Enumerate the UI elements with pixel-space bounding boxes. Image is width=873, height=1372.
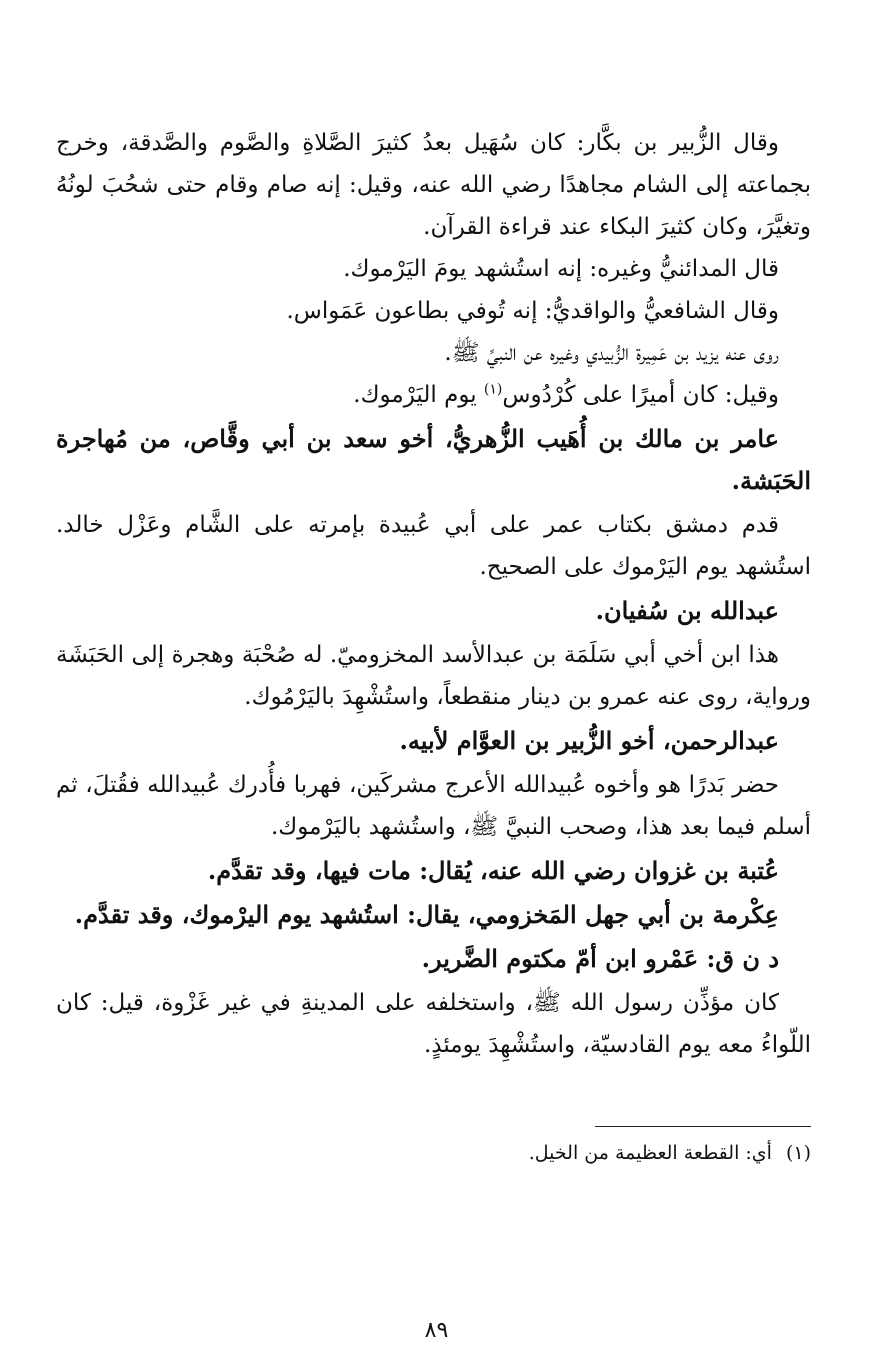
paragraph: حضر بَدرًا هو وأخوه عُبيدالله الأعرج مشركَين، فهربا فأُدرك عُبيدالله فقُتلَ، ثم أسلم فيما بعد هذا، وصحب النبيَّ ﷺ، واستُشهد باليَرْموك. bbox=[56, 772, 811, 840]
footnote bbox=[56, 1138, 811, 1168]
paragraph: هذا ابن أخي أبي سَلَمَة بن عبدالأسد المخزوميّ. له صُحْبَة وهجرة إلى الحَبَشَة ورواية، روى عنه عمرو بن دينار منقطعاً، واستُشْهِدَ باليَرْمُوك. bbox=[56, 642, 811, 710]
main-text bbox=[56, 122, 811, 1066]
paragraph-text-continued: يوم اليَرْموك. bbox=[353, 382, 484, 408]
entry-heading: عُتبة بن غزوان رضي الله عنه، يُقال: مات فيها، وقد تقدَّم. bbox=[207, 856, 779, 885]
paragraph: قال المدائنيُّ وغيره: إنه استُشهد يومَ اليَرْموك. bbox=[343, 256, 779, 282]
page-number: ٨٩ bbox=[424, 1318, 449, 1343]
footnote-text: أي: القطعة العظيمة من الخيل. bbox=[528, 1142, 772, 1164]
paragraph-text: وقيل: كان أميرًا على كُرْدُوس bbox=[502, 382, 779, 408]
entry-heading: عِكْرمة بن أبي جهل المَخزومي، يقال: استُشهد يوم اليرْموك، وقد تقدَّم. bbox=[74, 900, 779, 929]
footnote-divider bbox=[595, 1126, 811, 1127]
entry-heading: عامر بن مالك بن أُهَيب الزُّهريُّ، أخو سعد بن أبي وقَّاص، من مُهاجرة الحَبَشة. bbox=[56, 424, 811, 495]
entry-heading: عبدالرحمن، أخو الزُّبير بن العوَّام لأبيه. bbox=[399, 726, 779, 755]
footnote-number: (١) bbox=[785, 1142, 811, 1164]
paragraph: روى عنه يزيد بن عَمِيرة الزُّبيدي وغيره عن النبيِّ ﷺ. bbox=[444, 340, 779, 366]
paragraph: قدم دمشق بكتاب عمر على أبي عُبيدة بإمرته على الشَّام وعَزْل خالد. استُشهد يوم اليَرْموك على الصحيح. bbox=[56, 512, 811, 580]
paragraph: وقال الزُّبير بن بكَّار: كان سُهَيل بعدُ كثيرَ الصَّلاةِ والصَّوم والصَّدقة، وخرج بجماعته إلى الشام مجاهدًا رضي الله عنه، وقيل: إنه صام وقام حتى شحُبَ لونُهُ وتغيَّرَ، وكان كثيرَ البكاء عند قراءة القرآن. bbox=[56, 130, 811, 240]
entry-heading: عبدالله بن سُفيان. bbox=[595, 596, 779, 625]
footnote-reference[interactable]: (١) bbox=[483, 381, 503, 398]
paragraph-with-footnote bbox=[56, 374, 811, 416]
paragraph: كان مؤذِّن رسول الله ﷺ، واستخلفه على المدينةِ في غير غَزْوة، قيل: كان اللّواءُ معه يوم القادسيّة، واستُشْهِدَ يومئذٍ. bbox=[56, 990, 811, 1058]
paragraph: وقال الشافعيُّ والواقديُّ: إنه تُوفي بطاعون عَمَواس. bbox=[286, 298, 779, 324]
entry-heading: د ن ق: عَمْرو ابن أمّ مكتوم الضَّرير. bbox=[421, 944, 779, 973]
